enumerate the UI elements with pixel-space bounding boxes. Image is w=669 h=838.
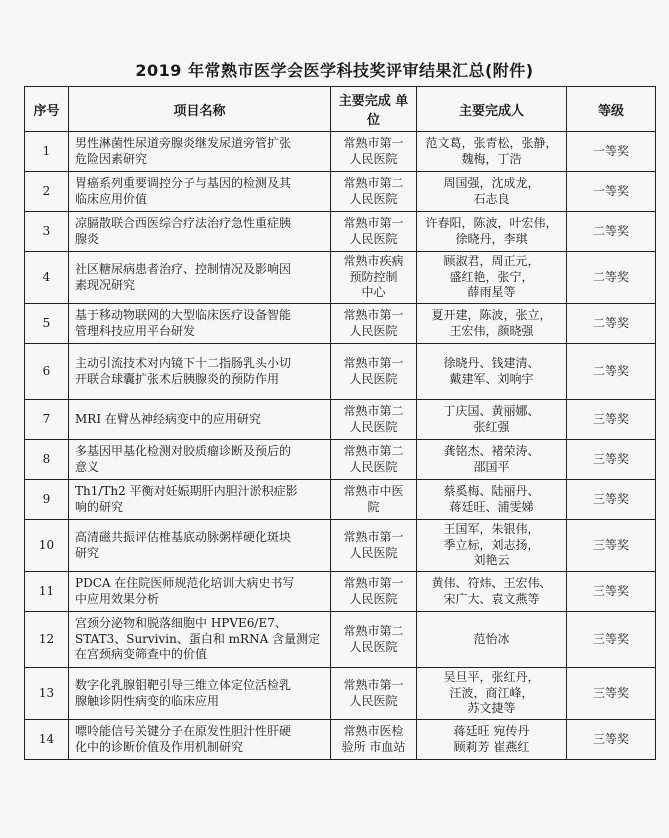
completion-unit-line: 院	[367, 499, 380, 514]
completion-unit	[331, 440, 417, 480]
completion-people-line: 吴旦平，张红丹，	[443, 670, 540, 685]
completion-unit-line: 人民医院	[349, 231, 398, 246]
completion-people	[417, 572, 567, 612]
row-number: 2	[25, 172, 69, 212]
completion-people	[417, 520, 567, 572]
completion-people	[417, 480, 567, 520]
completion-people	[417, 132, 567, 172]
table-row	[25, 572, 656, 612]
table-row	[25, 668, 656, 720]
completion-unit-line: 人民医院	[349, 419, 398, 434]
row-number: 4	[25, 252, 69, 304]
completion-people-line: 顾淑君，周正元，	[443, 254, 540, 269]
table-row	[25, 344, 656, 400]
project-name-line: 危险因素研究	[75, 151, 148, 166]
row-number: 12	[25, 612, 69, 668]
project-name-line: 凉膈散联合西医综合疗法治疗急性重症胰	[75, 216, 292, 230]
row-number: 9	[25, 480, 69, 520]
completion-people	[417, 344, 567, 400]
completion-unit-line: 人民医院	[349, 323, 398, 338]
project-name-line: 嘌呤能信号关键分子在原发性胆汁性肝硬	[75, 724, 292, 738]
project-name-line: 管理科技应用平台研发	[75, 323, 196, 338]
completion-people-line: 宋广大、袁文燕等	[443, 591, 540, 606]
completion-unit-line: 常熟市第二	[343, 404, 404, 418]
completion-unit-line: 常熟市第一	[343, 308, 404, 322]
completion-people-line: 汪波，商江峰，	[449, 685, 534, 700]
award-level: 三等奖	[567, 480, 656, 520]
completion-people-line: 黄伟、符炜、王宏伟、	[431, 576, 552, 590]
award-level: 三等奖	[567, 400, 656, 440]
row-number: 1	[25, 132, 69, 172]
project-name	[69, 668, 331, 720]
row-number: 5	[25, 304, 69, 344]
table-row	[25, 212, 656, 252]
completion-unit	[331, 612, 417, 668]
project-name	[69, 520, 331, 572]
completion-people-line: 苏文捷等	[467, 701, 516, 716]
completion-unit	[331, 304, 417, 344]
completion-unit	[331, 720, 417, 760]
completion-unit	[331, 132, 417, 172]
completion-unit-line: 人民医院	[349, 639, 398, 654]
document-title: 2019 年常熟市医学会医学科技奖评审结果汇总(附件)	[135, 61, 534, 80]
row-number: 10	[25, 520, 69, 572]
row-number: 13	[25, 668, 69, 720]
project-name-line: 男性淋菌性尿道旁腺炎继发尿道旁管扩张	[75, 136, 292, 150]
project-name-line: 开联合球囊扩张术后胰腺炎的预防作用	[75, 371, 280, 386]
row-number: 11	[25, 572, 69, 612]
award-level: 二等奖	[567, 304, 656, 344]
completion-unit-line: 人民医院	[349, 591, 398, 606]
completion-unit-line: 常熟市第二	[343, 624, 404, 638]
header-no: 序号	[25, 87, 69, 132]
completion-people-line: 刘艳云	[473, 553, 510, 568]
completion-unit	[331, 212, 417, 252]
completion-people-line: 王宏伟，颜晓强	[449, 323, 534, 338]
completion-unit-line: 常熟市第一	[343, 356, 404, 370]
row-number: 14	[25, 720, 69, 760]
award-level: 三等奖	[567, 668, 656, 720]
header-project-name: 项目名称	[69, 87, 331, 132]
project-name-line: Th1/Th2 平衡对妊娠期肝内胆汁淤积症影	[75, 484, 298, 498]
project-name-line: 胃癌系列重要调控分子与基因的检测及其	[75, 176, 292, 190]
header-people: 主要完成人	[417, 87, 567, 132]
project-name-line: 基于移动物联网的大型临床医疗设备智能	[75, 308, 292, 322]
table-row	[25, 440, 656, 480]
project-name-line: 主动引流技术对内镜下十二指肠乳头小切	[75, 356, 292, 370]
completion-unit-line: 验所 市血站	[341, 739, 406, 754]
completion-people-line: 石志良	[473, 191, 510, 206]
award-level: 三等奖	[567, 720, 656, 760]
table-row	[25, 612, 656, 668]
table-row	[25, 252, 656, 304]
project-name-line: STAT3、Survivin、蛋白和 mRNA 含量测定	[75, 631, 321, 646]
completion-unit-line: 常熟市中医	[343, 484, 404, 498]
completion-unit	[331, 172, 417, 212]
header-level: 等级	[567, 87, 656, 132]
project-name	[69, 572, 331, 612]
project-name-line: 研究	[75, 545, 100, 560]
completion-people	[417, 252, 567, 304]
completion-unit-line: 常熟市第一	[343, 530, 404, 544]
completion-unit	[331, 520, 417, 572]
completion-people	[417, 720, 567, 760]
project-name-line: 多基因甲基化检测对胶质瘤诊断及预后的	[75, 444, 292, 458]
completion-people	[417, 400, 567, 440]
completion-people-line: 魏梅，丁浩	[461, 151, 522, 166]
project-name-line: 数字化乳腺钼靶引导三维立体定位活检乳	[75, 678, 292, 692]
completion-people-line: 蔡奚梅、陆丽丹、	[443, 484, 540, 498]
completion-unit	[331, 572, 417, 612]
table-row	[25, 400, 656, 440]
completion-unit-line: 常熟市第二	[343, 444, 404, 458]
completion-people-line: 周国强，沈成龙，	[443, 176, 540, 190]
completion-people-line: 夏开建，陈波，张立，	[431, 308, 552, 322]
completion-people-line: 薛雨星等	[467, 285, 516, 300]
project-name-line: 临床应用价值	[75, 191, 148, 206]
completion-people-line: 盛红艳，张宁，	[449, 269, 534, 284]
project-name-line: 意义	[75, 459, 100, 474]
completion-unit-line: 中心	[361, 285, 386, 300]
completion-unit-line: 预防控制	[349, 269, 398, 284]
completion-unit-line: 人民医院	[349, 693, 398, 708]
table-header-row	[25, 87, 656, 132]
project-name	[69, 132, 331, 172]
completion-people-line: 蒋廷旺 宛传丹	[453, 724, 530, 738]
award-table	[24, 86, 656, 760]
table-row	[25, 172, 656, 212]
completion-unit-line: 人民医院	[349, 371, 398, 386]
completion-people	[417, 212, 567, 252]
table-row	[25, 304, 656, 344]
award-level: 三等奖	[567, 440, 656, 480]
completion-people-line: 张红强	[473, 419, 510, 434]
project-name-line: 在宫颈病变筛查中的价值	[75, 647, 208, 662]
project-name-line: MRI 在臂丛神经病变中的应用研究	[75, 411, 261, 426]
completion-people	[417, 304, 567, 344]
completion-people-line: 王国军，朱银伟，	[443, 522, 540, 537]
completion-people-line: 戴建军、刘响宇	[449, 371, 534, 386]
header-unit-line: 单位	[366, 94, 409, 128]
completion-unit	[331, 252, 417, 304]
award-level: 二等奖	[567, 212, 656, 252]
completion-people-line: 顾莉芳 崔燕红	[453, 739, 530, 754]
completion-people-line: 范怡冰	[473, 631, 510, 646]
completion-people-line: 许春阳，陈波，叶宏伟，	[425, 216, 558, 230]
completion-people	[417, 172, 567, 212]
completion-unit-line: 常熟市第一	[343, 576, 404, 590]
table-row	[25, 480, 656, 520]
project-name	[69, 252, 331, 304]
completion-unit-line: 常熟市第一	[343, 678, 404, 692]
completion-unit-line: 常熟市疾病	[343, 254, 404, 269]
project-name-line: 高清磁共振评估椎基底动脉粥样硬化斑块	[75, 530, 292, 544]
project-name	[69, 720, 331, 760]
project-name-line: PDCA 在住院医师规范化培训大病史书写	[75, 576, 295, 590]
completion-unit-line: 常熟市第一	[343, 216, 404, 230]
completion-unit-line: 常熟市医检	[343, 724, 404, 738]
completion-unit-line: 人民医院	[349, 459, 398, 474]
project-name	[69, 172, 331, 212]
row-number: 6	[25, 344, 69, 400]
completion-unit-line: 常熟市第二	[343, 176, 404, 190]
completion-unit	[331, 344, 417, 400]
table-row	[25, 132, 656, 172]
completion-people	[417, 440, 567, 480]
completion-people-line: 徐晓丹、钱建清、	[443, 356, 540, 370]
award-level: 一等奖	[567, 132, 656, 172]
project-name	[69, 400, 331, 440]
completion-unit-line: 常熟市第一	[343, 136, 404, 150]
completion-people-line: 蒋廷旺、浦雯娣	[449, 499, 534, 514]
completion-unit-line: 人民医院	[349, 191, 398, 206]
row-number: 8	[25, 440, 69, 480]
award-level: 三等奖	[567, 520, 656, 572]
completion-people-line: 邵国平	[473, 459, 510, 474]
completion-people-line: 徐晓丹，李琪	[455, 231, 528, 246]
completion-people-line: 龚铭杰、褚荣涛、	[443, 444, 540, 458]
header-unit	[331, 87, 417, 132]
project-name	[69, 480, 331, 520]
completion-people	[417, 668, 567, 720]
table-row	[25, 520, 656, 572]
project-name	[69, 304, 331, 344]
completion-unit-line: 人民医院	[349, 151, 398, 166]
project-name-line: 素现况研究	[75, 277, 136, 292]
award-level: 二等奖	[567, 252, 656, 304]
completion-people-line: 范文葛，张青松，张静，	[425, 136, 558, 150]
completion-people	[417, 612, 567, 668]
completion-people-line: 季立标，刘志扬，	[443, 537, 540, 552]
project-name	[69, 212, 331, 252]
project-name-line: 宫颈分泌物和脱落细胞中 HPVE6/E7、	[75, 616, 287, 631]
award-level: 三等奖	[567, 612, 656, 668]
project-name-line: 社区糖尿病患者治疗、控制情况及影响因	[75, 262, 292, 276]
completion-unit	[331, 668, 417, 720]
project-name-line: 响的研究	[75, 499, 124, 514]
completion-unit	[331, 480, 417, 520]
award-level: 二等奖	[567, 344, 656, 400]
project-name	[69, 440, 331, 480]
row-number: 3	[25, 212, 69, 252]
project-name	[69, 344, 331, 400]
award-level: 一等奖	[567, 172, 656, 212]
project-name-line: 化中的诊断价值及作用机制研究	[75, 739, 244, 754]
project-name-line: 腺炎	[75, 231, 100, 246]
table-row	[25, 720, 656, 760]
row-number: 7	[25, 400, 69, 440]
completion-people-line: 丁庆国、黄丽娜、	[443, 404, 540, 418]
project-name-line: 中应用效果分析	[75, 591, 160, 606]
award-level: 三等奖	[567, 572, 656, 612]
header-unit-line: 主要完成	[338, 94, 391, 109]
project-name	[69, 612, 331, 668]
project-name-line: 腺触诊阴性病变的临床应用	[75, 693, 220, 708]
completion-unit-line: 人民医院	[349, 545, 398, 560]
completion-unit	[331, 400, 417, 440]
